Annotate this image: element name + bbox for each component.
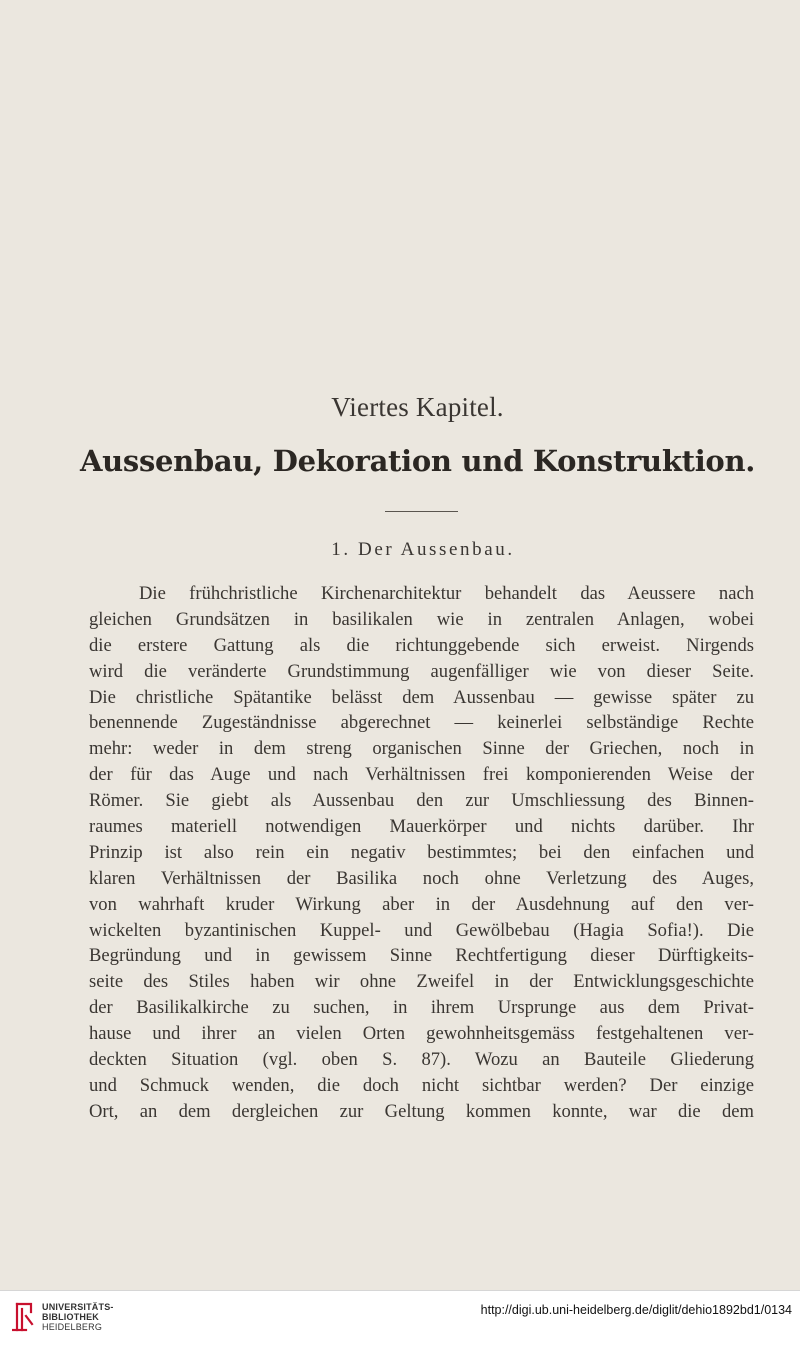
text-line: die erstere Gattung als die richtunggebende sich erweist. Nirgends xyxy=(89,634,754,656)
title-divider xyxy=(385,511,458,512)
text-line: mehr: weder in dem streng organischen Sinne der Griechen, noch in xyxy=(89,738,754,760)
chapter-heading: Viertes Kapitel. xyxy=(331,392,504,422)
text-line: wickelten byzantinischen Kuppel- und Gewölbebau (Hagia Sofia!). Die xyxy=(89,919,754,941)
chapter-title: Aussenbau, Dekoration und Konstruktion. xyxy=(79,444,756,478)
body-paragraph xyxy=(89,581,754,1125)
text-line: wird die veränderte Grundstimmung augenfälliger wie von dieser Seite. xyxy=(89,660,754,682)
logo-line-university: UNIVERSITÄTS- xyxy=(42,1302,114,1312)
text-line: raumes materiell notwendigen Mauerkörper und nichts darüber. Ihr xyxy=(89,816,754,838)
logo-line-library: BIBLIOTHEK xyxy=(42,1312,99,1322)
section-heading: 1. Der Aussenbau. xyxy=(331,539,515,560)
text-line: gleichen Grundsätzen in basilikalen wie in zentralen Anlagen, wobei xyxy=(89,608,754,630)
text-line: von wahrhaft kruder Wirkung aber in der Ausdehnung auf den ver- xyxy=(89,893,754,915)
text-line: benennende Zugeständnisse abgerechnet — keinerlei selbständige Rechte xyxy=(89,712,754,734)
text-line: seite des Stiles haben wir ohne Zweifel in der Entwicklungsgeschichte xyxy=(89,971,754,993)
text-line: Begründung und in gewissem Sinne Rechtfertigung dieser Dürftigkeits- xyxy=(89,945,754,967)
text-line: der Basilikalkirche zu suchen, in ihrem Ursprunge aus dem Privat- xyxy=(89,997,754,1019)
permalink-url[interactable]: http://digi.ub.uni-heidelberg.de/diglit/dehio1892bd1/0134 xyxy=(480,1303,792,1317)
text-line: und Schmuck wenden, die doch nicht sichtbar werden? Der einzige xyxy=(89,1074,754,1096)
viewer-footer xyxy=(0,1290,800,1348)
text-line: Die christliche Spätantike belässt dem Aussenbau — gewisse später zu xyxy=(89,686,754,708)
text-line: Prinzip ist also rein ein negativ bestimmtes; bei den einfachen und xyxy=(89,841,754,863)
library-logo-text xyxy=(42,1302,114,1332)
logo-line-heidelberg: HEIDELBERG xyxy=(42,1322,103,1332)
text-line: hause und ihrer an vielen Orten gewohnheitsgemäss festgehaltenen ver- xyxy=(89,1023,754,1045)
text-line: klaren Verhältnissen der Basilika noch ohne Verletzung des Auges, xyxy=(89,867,754,889)
text-line: Die frühchristliche Kirchenarchitektur behandelt das Aeussere nach xyxy=(139,583,754,604)
text-line: Ort, an dem dergleichen zur Geltung kommen konnte, war die dem xyxy=(89,1100,754,1122)
library-logo-icon[interactable] xyxy=(12,1300,36,1334)
text-line: der für das Auge und nach Verhältnissen frei komponierenden Weise der xyxy=(89,764,754,786)
text-line: deckten Situation (vgl. oben S. 87). Wozu an Bauteile Gliederung xyxy=(89,1049,754,1071)
text-line: Römer. Sie giebt als Aussenbau den zur Umschliessung des Binnen- xyxy=(89,790,754,812)
